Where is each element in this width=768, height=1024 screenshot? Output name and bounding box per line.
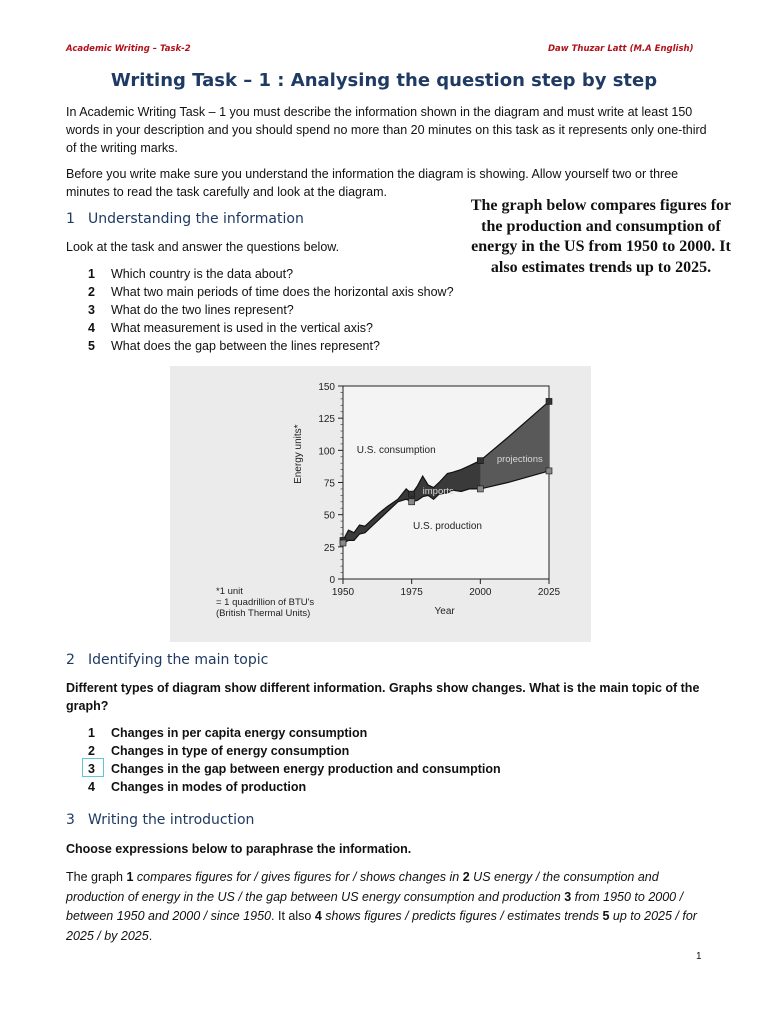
section-2-heading	[66, 652, 268, 668]
annotation-projections: projections	[496, 453, 543, 465]
section-3-heading	[66, 812, 254, 828]
section-1-number: 1	[66, 211, 75, 227]
y-tick-label: 125	[318, 414, 335, 426]
option-text: Changes in the gap between energy production and consumption	[111, 762, 501, 776]
question-item	[88, 319, 454, 337]
data-point	[546, 398, 552, 404]
intro-paragraph-1: In Academic Writing Task – 1 you must describe the information shown in the diagram and must write at least 150 words in your description and you should spend no more than 20 minutes on this task as it represents only one-third of the writing marks.	[66, 105, 707, 155]
option-item[interactable]	[88, 778, 501, 796]
option-text: Changes in modes of production	[111, 780, 307, 794]
option-item[interactable]	[88, 724, 501, 742]
section-2-instruction: Different types of diagram show different information. Graphs show changes. What is the main topic of the graph?	[66, 681, 700, 713]
chart-footnote: = 1 quadrillion of BTU's	[216, 597, 315, 608]
page-title: Writing Task – 1 : Analysing the question step by step	[110, 70, 658, 91]
question-number: 1	[88, 267, 95, 281]
y-tick-label: 25	[323, 542, 335, 554]
x-tick-label: 2025	[537, 587, 561, 598]
y-tick-label: 75	[323, 478, 335, 490]
x-axis-label: Year	[434, 606, 455, 617]
intro-choice: US energy / the consumption and production of energy in the US / the gap between US energy consumption and production	[66, 870, 659, 904]
data-point	[477, 458, 483, 464]
option-number-selected: 3	[88, 760, 111, 778]
option-number: 1	[88, 726, 95, 740]
y-tick-label: 0	[329, 575, 335, 586]
section-3-number: 3	[66, 812, 75, 828]
intro-choice: compares figures for / gives figures for / shows changes in	[133, 870, 463, 884]
section-3-title: Writing the introduction	[88, 812, 255, 828]
intro-number: 5	[602, 909, 610, 923]
question-item	[88, 283, 454, 301]
option-text: Changes in type of energy consumption	[111, 744, 350, 758]
annotation-imports: imports	[422, 486, 454, 498]
x-tick-label: 1975	[400, 587, 423, 598]
y-axis-label: Energy units*	[293, 424, 304, 484]
y-tick-label: 50	[323, 510, 335, 522]
section-1-heading	[66, 211, 304, 227]
question-text: What two main periods of time does the horizontal axis show?	[111, 285, 454, 299]
data-point	[477, 486, 483, 492]
question-item	[88, 265, 454, 283]
section-3-paragraph	[66, 868, 716, 946]
annotation-production: U.S. production	[413, 520, 482, 532]
energy-chart	[170, 366, 591, 642]
chart-footnote: *1 unit	[216, 586, 243, 597]
question-text: Which country is the data about?	[111, 267, 294, 281]
section-2-number: 2	[66, 652, 75, 668]
header-right: Daw Thuzar Latt (M.A English)	[548, 44, 694, 54]
option-number: 4	[88, 780, 95, 794]
header-left: Academic Writing – Task-2	[66, 44, 191, 54]
section-2-options	[88, 724, 501, 796]
section-1-questions	[88, 265, 454, 355]
question-item	[88, 301, 454, 319]
intro-paragraph-2: Before you write make sure you understand the information the diagram is showing. Allow yourself two or three minutes to read the task carefully and look at the diagram.	[66, 167, 679, 199]
x-tick-label: 2000	[469, 587, 492, 598]
page-number: 1	[696, 951, 702, 962]
section-3-instruction: Choose expressions below to paraphrase the information.	[66, 842, 412, 856]
intro-number: 3	[564, 889, 572, 904]
intro-number: 1	[126, 870, 134, 884]
data-point	[546, 468, 552, 474]
option-number: 2	[88, 744, 95, 758]
question-number: 2	[88, 285, 95, 299]
data-point	[409, 499, 415, 505]
question-number: 3	[88, 303, 95, 317]
question-number: 4	[88, 321, 95, 335]
intro-choice: shows figures / predicts figures / estimates trends	[321, 909, 603, 923]
question-text: What measurement is used in the vertical axis?	[111, 321, 373, 335]
intro-choice: from 1950 to 2000 / between 1950 and 2000 / since 1950	[66, 889, 684, 923]
data-point	[340, 540, 346, 546]
section-1-instruction: Look at the task and answer the questions below.	[66, 240, 340, 254]
intro-text: . It also	[271, 909, 315, 923]
section-1-title: Understanding the information	[88, 211, 304, 227]
intro-choice: up to 2025 / for 2025 / by 2025	[66, 909, 697, 943]
option-item-selected[interactable]	[88, 760, 501, 778]
option-item[interactable]	[88, 742, 501, 760]
task-box: The graph below compares figures for the production and consumption of energy in the US from 1950 to 2000. It also estimates trends up to 2025.	[470, 197, 732, 276]
y-tick-label: 150	[318, 382, 335, 393]
x-tick-label: 1950	[331, 587, 355, 598]
y-tick-label: 100	[318, 446, 335, 458]
annotation-consumption: U.S. consumption	[356, 444, 436, 456]
intro-text: .	[148, 928, 153, 943]
question-text: What does the gap between the lines represent?	[111, 339, 380, 353]
question-item	[88, 337, 454, 355]
intro-text: The graph	[66, 870, 127, 884]
question-text: What do the two lines represent?	[111, 303, 294, 317]
chart-footnote: (British Thermal Units)	[216, 608, 311, 619]
data-point	[409, 491, 415, 497]
question-number: 5	[88, 339, 95, 353]
option-text: Changes in per capita energy consumption	[111, 726, 368, 740]
section-2-title: Identifying the main topic	[88, 652, 269, 668]
intro-number: 2	[462, 870, 470, 884]
intro-number: 4	[314, 909, 322, 923]
